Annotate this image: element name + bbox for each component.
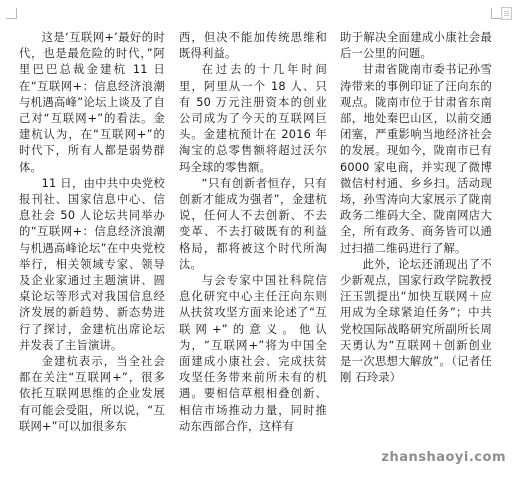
watermark: zhanshaoyi.com: [381, 450, 506, 465]
paragraph-continued: 西，但决不能加传统思维和既得利益。: [179, 31, 327, 61]
paragraph: “只有创新者恒存，只有创新才能成为强者”，金建杭说，任何人不去创新、不去变革、不去打破既有的利益格局，都将被这个时代所淘汰。: [179, 176, 327, 271]
paragraph: 此外，论坛还涌现出了不少新观点，国家行政学院教授汪玉凯提出“加快互联网＋应用成为全球紧迫任务”；中共党校国际战略研究所副所长周天勇认为“互联网＋创新创业是一次思想大解放”。（记者任刚 石玲录）: [340, 257, 492, 385]
text-column-1: [19, 30, 165, 435]
paragraph: 11 日，由中共中央党校报刊社、国家信息中心、信息社会 50 人论坛共同举办的“互联网+：信息经济浪潮与机遇高峰论坛”在中央党校举行，相关领域专家、领导及企业家通过主题演讲、圆桌论坛等形式对我国信息经济发展的新趋势、新态势进行了探讨，金建杭出席论坛并发表了主旨演讲。: [19, 176, 165, 352]
text-column-3: [340, 30, 496, 386]
paragraph: 这是‘互联网+’最好的时代，也是最危险的时代，”阿里巴巴总裁金建杭 11 日在“互联网+：信息经济浪潮与机遇高峰”论坛上谈及了自己对“互联网+”的看法。金建杭认为，在“互联网+”的时代下，所有人都是弱势群体。: [19, 31, 165, 174]
paragraph-continued: 助于解决全面建成小康社会最后一公里的问题。: [340, 31, 492, 61]
document-icon: [501, 7, 512, 20]
paragraph: 在过去的十几年时间里，阿里从一个 18 人、只有 50 万元注册资本的创业公司成为了今天的互联网巨头。金建杭预计在 2016 年淘宝的总零售额将超过沃尔玛全球的零售额。: [179, 63, 327, 174]
paragraph: 甘肃省陇南市委书记孙雪涛带来的事例印证了汪向东的观点。陇南市位于甘肃省东南部，地处秦巴山区，以前交通闭塞，严重影响当地经济社会的发展。现如今，陇南市已有 6000 家电商，并实现了微博微信村村通、乡乡扫。活动现场，孙雪涛向大家展示了陇南政务二维码大全、陇南网店大全，所有政务、商务皆可以通过扫描二维码进行了解。: [340, 63, 496, 255]
paragraph: 与会专家中国社科院信息化研究中心主任汪向东则从扶贫攻坚方面来论述了“互联网+”的意义。他认为，“互联网+”将为中国全面建成小康社会、完成扶贫攻坚任务带来前所未有的机遇。要相信草根相叠创新、相信市场推动力量，同时推动东西部合作，这样有: [179, 274, 327, 433]
crop-mark-top-left: [6, 8, 17, 19]
text-column-2: [179, 30, 327, 435]
paragraph: 金建杭表示，当全社会都在关注“互联网+”，很多依托互联网思维的企业发展有可能会受阻，所以说，“互联网+”可以加很多东: [19, 355, 165, 433]
